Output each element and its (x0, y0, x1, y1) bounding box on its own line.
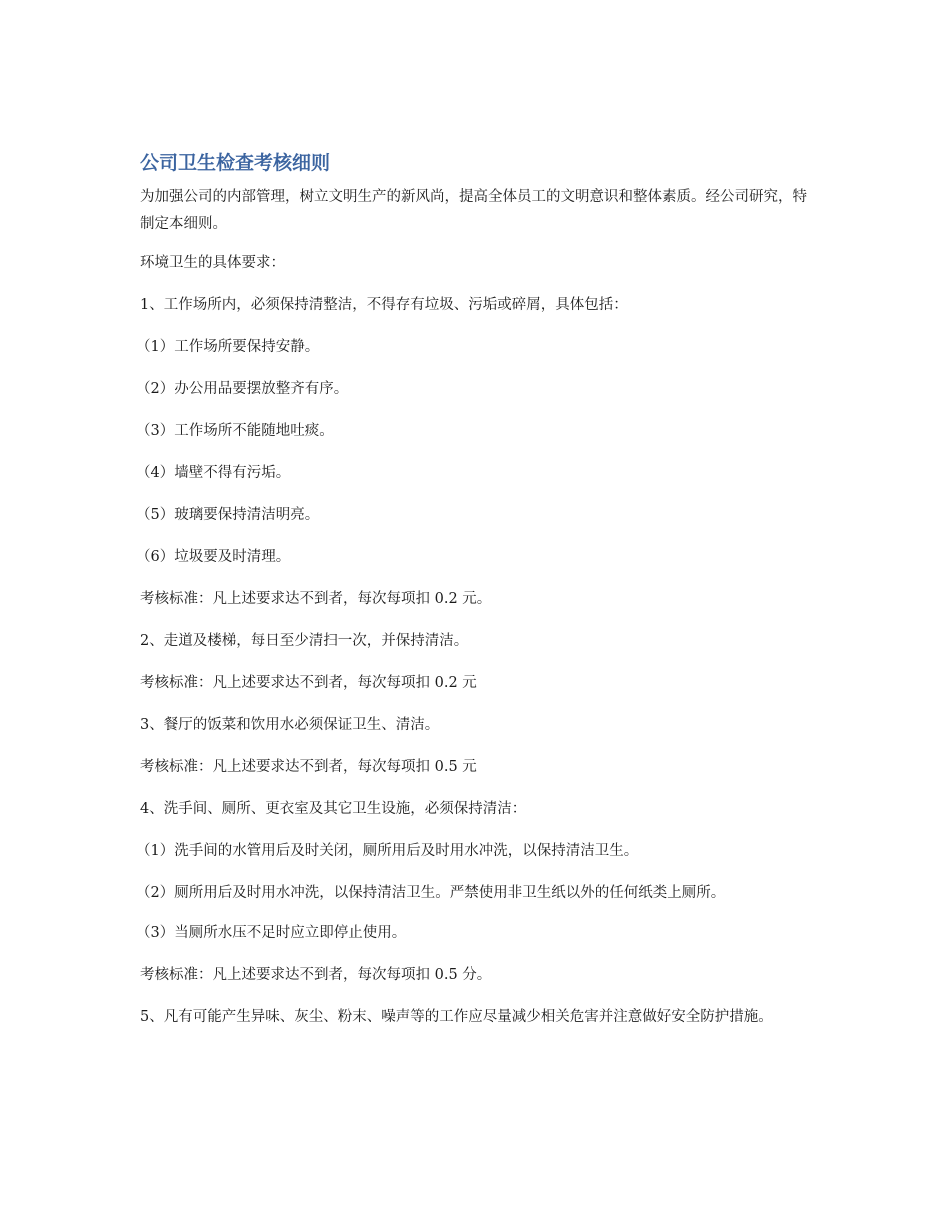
document-title: 公司卫生检查考核细则 (140, 152, 331, 174)
section-heading-environment: 环境卫生的具体要求： (140, 255, 285, 271)
rule-2: 2、走道及楼梯，每日至少清扫一次，并保持清洁。 (140, 633, 469, 649)
assessment-standard-2: 考核标准：凡上述要求达不到者，每次每项扣 0.2 元 (140, 675, 477, 691)
rule-1-item-2: （2）办公用品要摆放整齐有序。 (136, 381, 349, 397)
rule-1-item-1: （1）工作场所要保持安静。 (136, 339, 320, 355)
intro-paragraph: 为加强公司的内部管理，树立文明生产的新风尚，提高全体员工的文明意识和整体素质。经公司研究，特制定本细则。 (140, 189, 807, 232)
document-page (136, 148, 810, 1044)
assessment-standard-1: 考核标准：凡上述要求达不到者，每次每项扣 0.2 元。 (140, 591, 492, 607)
rule-1: 1、工作场所内，必须保持清整洁，不得存有垃圾、污垢或碎屑，具体包括： (140, 297, 628, 313)
rule-4-item-1: （1）洗手间的水管用后及时关闭，厕所用后及时用水冲洗，以保持清洁卫生。 (136, 843, 639, 859)
rule-1-item-3: （3）工作场所不能随地吐痰。 (136, 423, 334, 439)
assessment-standard-4: 考核标准：凡上述要求达不到者，每次每项扣 0.5 分。 (140, 967, 492, 983)
rule-1-item-6: （6）垃圾要及时清理。 (136, 549, 291, 565)
rule-4-item-2: （2）厕所用后及时用水冲洗，以保持清洁卫生。严禁使用非卫生纸以外的任何纸类上厕所。 (136, 885, 726, 901)
rule-1-item-4: （4）墙壁不得有污垢。 (136, 465, 291, 481)
rule-4-item-3: （3）当厕所水压不足时应立即停止使用。 (136, 925, 407, 941)
rule-4: 4、洗手间、厕所、更衣室及其它卫生设施，必须保持清洁： (140, 801, 527, 817)
assessment-standard-3: 考核标准：凡上述要求达不到者，每次每项扣 0.5 元 (140, 759, 477, 775)
rule-1-item-5: （5）玻璃要保持清洁明亮。 (136, 507, 320, 523)
rule-5: 5、凡有可能产生异味、灰尘、粉末、噪声等的工作应尽量减少相关危害并注意做好安全防护措施。 (140, 1009, 773, 1025)
rule-3: 3、餐厅的饭菜和饮用水必须保证卫生、清洁。 (140, 717, 440, 733)
